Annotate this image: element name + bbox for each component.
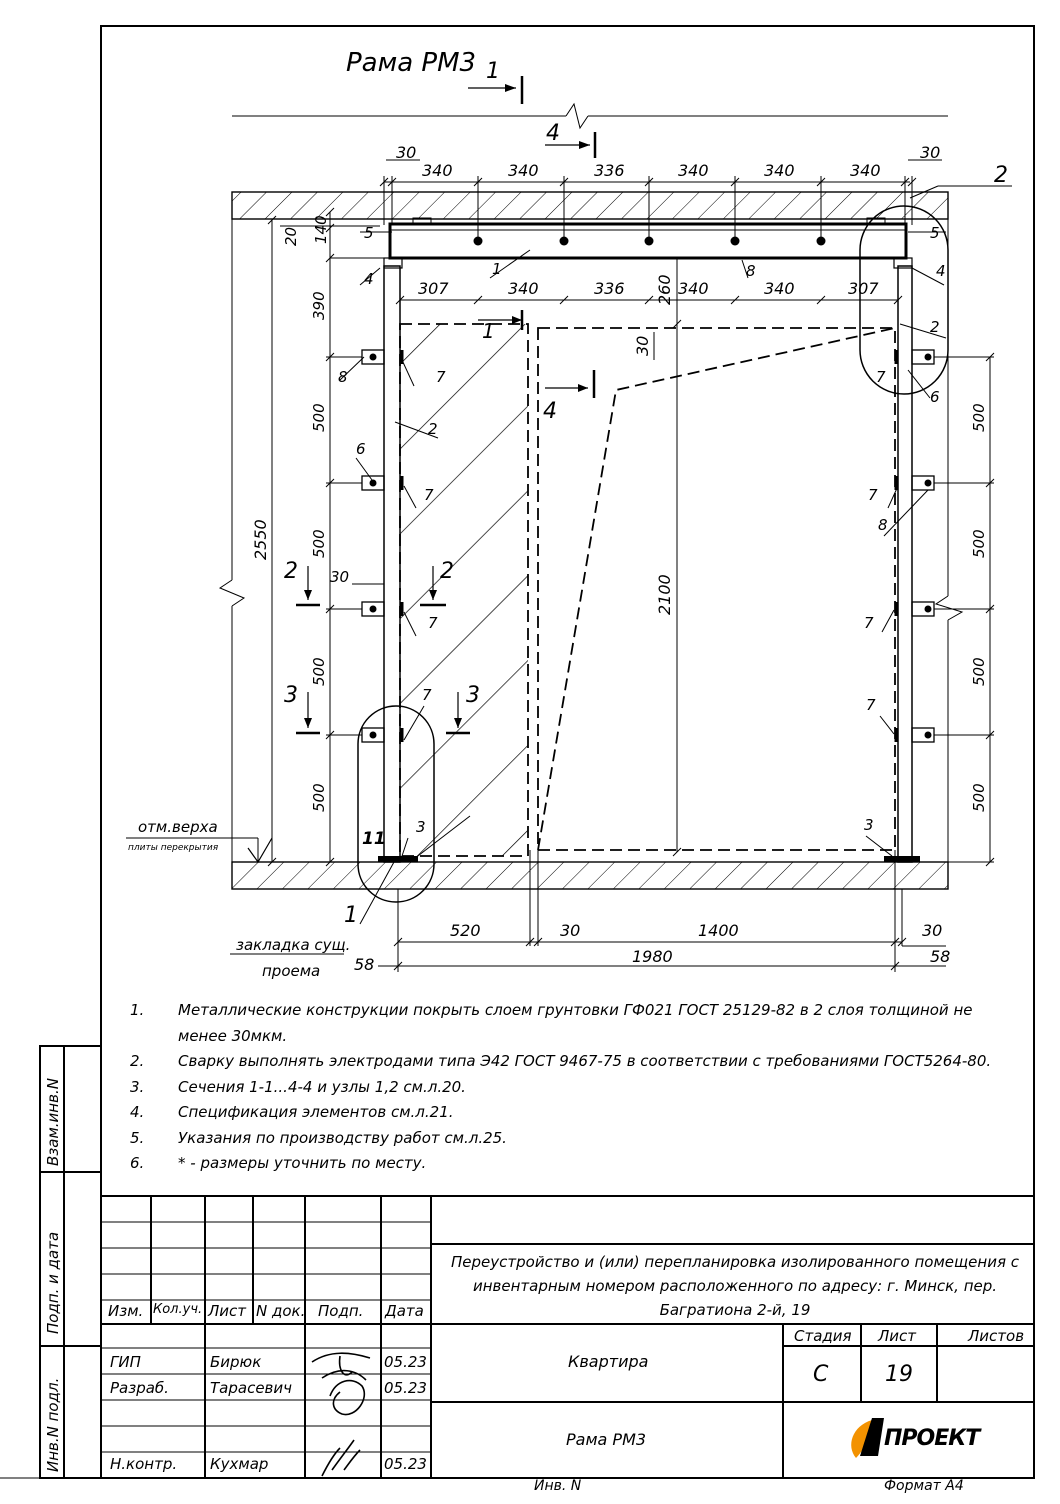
dim-left-500-2: 500 [310, 529, 328, 558]
drawing-title: Рама РМ3 [346, 48, 477, 78]
callout-3-right: 3 [864, 816, 874, 834]
section-mark-1: 1 [486, 59, 500, 84]
tb-sheets-label: Листов [968, 1327, 1025, 1345]
callout-11: 11 [362, 829, 386, 849]
dim-left-500-4: 500 [310, 783, 328, 812]
callout-5-left: 5 [364, 224, 374, 242]
section-mark-1-lower: 1 [482, 319, 495, 343]
format-label: Формат А4 [884, 1478, 964, 1494]
note-text: * - размеры уточнить по месту. [178, 1154, 427, 1172]
tb-object: Квартира [568, 1352, 649, 1371]
tb-role-developer: Разраб. [110, 1379, 169, 1397]
section-mark-3-left: 3 [284, 683, 298, 708]
left-post [384, 266, 400, 862]
tb-date-normcontrol: 05.23 [384, 1455, 427, 1473]
callout-2-node: 2 [994, 163, 1008, 188]
fixed-leaf [400, 324, 528, 856]
callout-7-g: 7 [422, 686, 432, 704]
dim-bottom-30-left: 30 [560, 921, 581, 940]
dim-30-mid: 30 [633, 335, 652, 356]
callout-7-a: 7 [436, 368, 446, 386]
tb-project-title: Переустройство и (или) перепланировка изолированного помещения с инвентарным номером расположенного по адресу: г. Минск, пер. Багратиона 2-й, 19 [451, 1253, 1019, 1319]
note-number: 2. [130, 1052, 145, 1070]
tb-header-sheet: Лист [208, 1302, 247, 1320]
callout-7-d: 7 [868, 486, 878, 504]
tb-role-normcontrol: Н.контр. [110, 1455, 178, 1473]
note-text: Спецификация элементов см.л.21. [178, 1103, 454, 1121]
dim-260: 260 [655, 274, 674, 305]
right-post [898, 266, 912, 862]
dim-inner-336: 336 [594, 279, 625, 298]
company-logo [851, 1418, 884, 1458]
dim-top-340-5: 340 [850, 161, 881, 180]
note-number: 6. [130, 1154, 145, 1172]
callout-2-right: 2 [930, 318, 940, 336]
dim-bottom-30-right: 30 [922, 921, 943, 940]
section-mark-2-right: 2 [440, 559, 454, 584]
dim-inner-340-3: 340 [764, 279, 795, 298]
tb-sheet-label: Лист [878, 1327, 917, 1345]
callout-7-b: 7 [876, 368, 886, 386]
elevation-sublabel: плиты перекрытия [128, 843, 219, 853]
callout-6-right: 6 [930, 388, 940, 406]
door-leaf [538, 328, 895, 850]
note-number: 5. [130, 1128, 145, 1147]
note-item [130, 1126, 1010, 1152]
dim-right-500-3: 500 [970, 657, 988, 686]
dim-left-140: 140 [312, 215, 330, 244]
dim-bottom-520: 520 [450, 921, 481, 940]
tb-date-gip: 05.23 [384, 1353, 427, 1371]
tb-stage-label: Стадия [794, 1327, 852, 1345]
dim-top-340-2: 340 [508, 161, 539, 180]
note-item [130, 1049, 1010, 1075]
callout-1-beam: 1 [492, 260, 502, 278]
stamp-original-inv: Инв.N подл. [44, 1377, 62, 1472]
note-item [130, 1151, 1010, 1177]
dim-top-30-right: 30 [920, 143, 941, 162]
tb-name-gip: Бирюк [210, 1353, 262, 1371]
note-number: 1. [130, 1001, 145, 1019]
callout-7-e: 7 [428, 614, 438, 632]
dim-top-340-1: 340 [422, 161, 453, 180]
dim-top-30-left: 30 [396, 143, 417, 162]
callout-7-c: 7 [424, 486, 434, 504]
dim-left-2550: 2550 [251, 519, 270, 560]
callout-3-left: 3 [416, 818, 426, 836]
callout-8-top: 8 [746, 262, 756, 280]
tb-stage: С [813, 1362, 829, 1387]
section-mark-2-left: 2 [284, 559, 298, 584]
tb-logo-text: ПРОЕКТ [884, 1426, 980, 1451]
tb-header-doc: N док. [256, 1302, 306, 1320]
tb-date-developer: 05.23 [384, 1379, 427, 1397]
dim-bottom-58-left: 58 [354, 955, 375, 974]
callout-2-leaf: 2 [428, 420, 438, 438]
note-text: Сварку выполнять электродами типа Э42 ГОСТ 9467-75 в соответствии с требованиями ГОСТ5264-80. [178, 1052, 992, 1070]
embed-label-2: проема [262, 962, 321, 980]
note-text: Металлические конструкции покрыть слоем грунтовки ГФ021 ГОСТ 25129-82 в 2 слоя толщиной не менее 30мкм. [178, 1001, 973, 1045]
dim-bottom-58-right: 58 [930, 947, 951, 966]
callout-8-right: 8 [878, 516, 888, 534]
callout-7-f: 7 [864, 614, 874, 632]
note-number: 4. [130, 1103, 145, 1121]
inv-label: Инв. N [534, 1478, 582, 1494]
note-text: Сечения 1-1...4-4 и узлы 1,2 см.л.20. [178, 1077, 466, 1096]
callout-6-left: 6 [356, 440, 366, 458]
tb-name-developer: Тарасевич [210, 1379, 292, 1397]
dim-left-500-1: 500 [310, 403, 328, 432]
dim-inner-307-right: 307 [848, 279, 879, 298]
dim-inner-340-2: 340 [678, 279, 709, 298]
tb-header-change: Изм. [108, 1302, 144, 1320]
embed-label-1: закладка сущ. [236, 936, 351, 954]
section-mark-4: 4 [546, 121, 560, 146]
stamp-replaced-inv: Взам.инв.N [44, 1078, 62, 1166]
dim-right-500-2: 500 [970, 529, 988, 558]
note-number: 3. [130, 1077, 145, 1096]
callout-4-right: 4 [936, 262, 946, 280]
signatures [312, 1353, 370, 1476]
callout-5-right: 5 [930, 224, 940, 242]
dim-bottom-1400: 1400 [698, 921, 739, 940]
dim-bottom-1980: 1980 [632, 947, 673, 966]
dim-top-340-4: 340 [764, 161, 795, 180]
tb-header-sign: Подп. [318, 1302, 364, 1320]
bottom-slab [232, 862, 948, 889]
callout-4-left: 4 [364, 270, 374, 288]
general-notes [130, 998, 1010, 1177]
callout-7-h: 7 [866, 696, 876, 714]
tb-name-normcontrol: Кухмар [210, 1455, 269, 1473]
callout-8-left: 8 [338, 368, 348, 386]
dim-right-500-1: 500 [970, 403, 988, 432]
note-item [130, 998, 1010, 1049]
dim-top-336: 336 [594, 161, 625, 180]
dim-right-500-4: 500 [970, 783, 988, 812]
dim-left-30: 30 [330, 568, 350, 586]
tb-sheet: 19 [885, 1362, 913, 1387]
note-item [130, 1075, 1010, 1101]
tb-header-count: Кол.уч. [153, 1302, 203, 1317]
tb-header-date: Дата [385, 1302, 424, 1320]
dim-left-500-3: 500 [310, 657, 328, 686]
elevation-label: отм.верха [138, 818, 218, 836]
section-mark-4-mid: 4 [543, 399, 557, 424]
note-item [130, 1100, 1010, 1126]
dim-inner-307-left: 307 [418, 279, 449, 298]
dim-2100: 2100 [655, 574, 674, 615]
dim-inner-340-1: 340 [508, 279, 539, 298]
callout-1-node: 1 [344, 903, 358, 928]
tb-role-gip: ГИП [110, 1353, 141, 1371]
note-text: Указания по производству работ см.л.25. [178, 1128, 507, 1147]
dim-left-20: 20 [282, 226, 300, 246]
section-mark-3-right: 3 [466, 683, 480, 708]
dim-top-340-3: 340 [678, 161, 709, 180]
tb-sheet-name: Рама РМ3 [566, 1430, 647, 1449]
dim-left-390: 390 [310, 291, 328, 320]
top-slab [232, 192, 948, 219]
stamp-sign-date: Подп. и дата [44, 1231, 62, 1334]
